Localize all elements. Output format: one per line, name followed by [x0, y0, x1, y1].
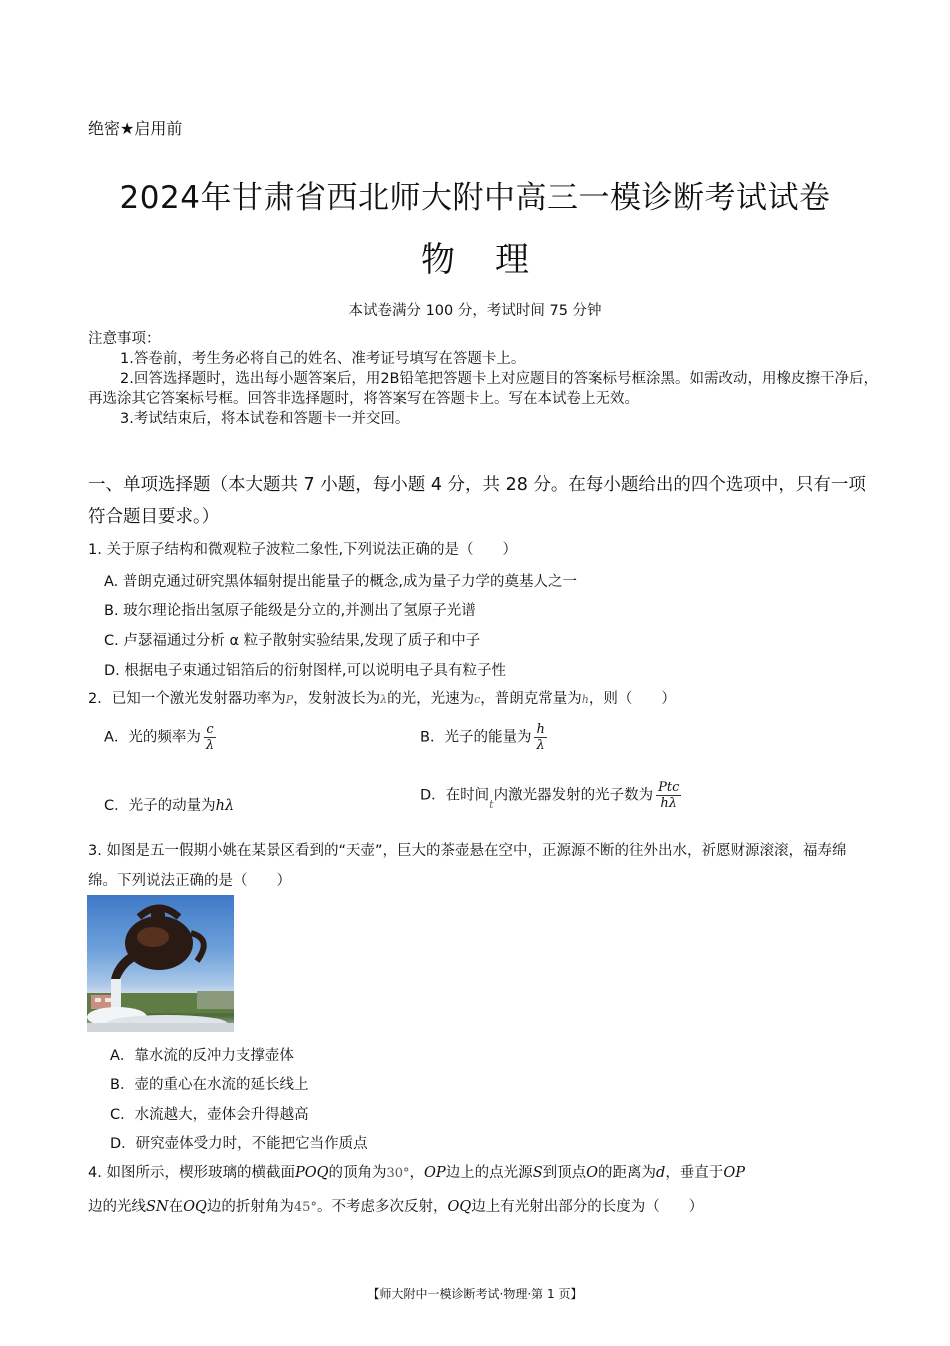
- exam-title: 2024年甘肃省西北师大附中高三一模诊断考试试卷: [119, 180, 831, 216]
- q2-option-a-fraction: [204, 722, 216, 753]
- q4-var-s: S: [532, 1165, 543, 1181]
- q3-option-b: B．壶的重心在水流的延长线上: [110, 1077, 309, 1093]
- q4-text: ，垂直于: [665, 1165, 724, 1181]
- q4-text: 边的折射角为: [206, 1199, 294, 1215]
- q4-text: 到顶点: [542, 1165, 587, 1181]
- q2-stem-part: ，普朗克常量为: [480, 691, 582, 707]
- q4-text: ，: [409, 1165, 425, 1181]
- q2-option-b: [420, 722, 547, 753]
- q4-text: 4. 如图所示，楔形玻璃的横截面: [88, 1165, 295, 1181]
- fraction-numerator: c: [204, 722, 216, 738]
- fraction-denominator: λ: [205, 738, 215, 753]
- q4-var-sn: SN: [146, 1199, 169, 1215]
- q4-var-op: OP: [424, 1165, 446, 1181]
- q3-option-a: A．靠水流的反冲力支撑壶体: [110, 1048, 294, 1064]
- q4-line-1: [88, 1163, 745, 1184]
- note-1: 1.答卷前，考生务必将自己的姓名、准考证号填写在答题卡上。: [120, 351, 526, 367]
- q4-text: 边上有光射出部分的长度为（ ）: [471, 1199, 704, 1215]
- q2-option-d: [420, 780, 681, 811]
- q2-stem-part: 的光，光速为: [387, 691, 475, 707]
- q4-line-2: [88, 1197, 703, 1218]
- q2-option-d-text: 内激光器发射的光子数为: [493, 787, 654, 804]
- fraction-numerator: Ptc: [658, 780, 680, 795]
- fraction-denominator: hλ: [660, 796, 678, 811]
- q2-option-c-expr: hλ: [215, 798, 235, 814]
- notes-block: [88, 329, 878, 429]
- q4-text: 边上的点光源: [445, 1165, 533, 1181]
- q2-option-b-fraction: [534, 722, 546, 753]
- q4-var-d: d: [656, 1165, 666, 1181]
- q2-stem-part: ，则（ ）: [588, 691, 676, 707]
- q4-text: 边的光线: [88, 1199, 146, 1215]
- subject-title: 物理: [421, 240, 569, 280]
- q4-text: 。不考虑多次反射，: [316, 1199, 448, 1215]
- note-2: 2.回答选择题时，选出每小题答案后，用2B铅笔把答题卡上对应题目的答案标号框涂黑。如需改动，用橡皮擦干净后，再选涂其它答案标号框。回答非选择题时，将答案写在答题卡上。写在本试卷上无效。: [88, 371, 879, 407]
- q4-var-oq: OQ: [183, 1199, 207, 1215]
- q3-option-c: C．水流越大，壶体会升得越高: [110, 1107, 309, 1123]
- notes-label: 注意事项：: [88, 331, 161, 347]
- q1-stem: 1. 关于原子结构和微观粒子波粒二象性,下列说法正确的是（ ）: [88, 542, 518, 558]
- q2-option-d-text: D．在时间: [420, 787, 490, 804]
- q2-option-d-fraction: [656, 780, 681, 811]
- q4-text: 在: [168, 1199, 184, 1215]
- q4-angle-45: 45°: [293, 1200, 317, 1215]
- note-3: 3.考试结束后，将本试卷和答题卡一并交回。: [120, 411, 410, 427]
- q4-text: 的距离为: [598, 1165, 657, 1181]
- q1-option-d: D. 根据电子束通过铝箔后的衍射图样,可以说明电子具有粒子性: [104, 663, 506, 679]
- q3-stem: 3. 如图是五一假期小姚在某景区看到的“天壶”，巨大的茶壶悬在空中，正源源不断的往外出水，祈愿财源滚滚，福寿绵绵。下列说法正确的是（ ）: [88, 843, 847, 889]
- teapot-illustration: [87, 895, 234, 1032]
- q2-stem: [88, 689, 676, 710]
- exam-meta: 本试卷满分 100 分，考试时间 75 分钟: [348, 303, 602, 319]
- q1-option-c: C. 卢瑟福通过分析 α 粒子散射实验结果,发现了质子和中子: [104, 633, 481, 649]
- q4-angle-30: 30°: [386, 1166, 410, 1181]
- q2-var-h: h: [581, 693, 589, 706]
- q2-stem-part: ，发射波长为: [293, 691, 381, 707]
- q2-var-p: P: [285, 693, 294, 706]
- q4-text: 的顶角为: [328, 1165, 387, 1181]
- q1-option-b: B. 玻尔理论指出氢原子能级是分立的,并测出了氢原子光谱: [104, 603, 476, 619]
- q2-stem-part: 2．已知一个激光发射器功率为: [88, 691, 286, 707]
- fraction-denominator: λ: [536, 738, 545, 753]
- q4-var-oq: OQ: [447, 1199, 472, 1215]
- page-footer: 【师大附中一模诊断考试·物理·第 1 页】: [367, 1287, 583, 1301]
- q2-option-a-text: A．光的频率为: [104, 729, 201, 746]
- q2-var-lambda: λ: [380, 693, 388, 706]
- q4-var-op: OP: [723, 1165, 745, 1181]
- q2-option-b-text: B．光子的能量为: [420, 729, 532, 746]
- q1-option-a: A. 普朗克通过研究黑体辐射提出能量子的概念,成为量子力学的奠基人之一: [104, 574, 577, 590]
- q2-var-c: c: [474, 693, 481, 706]
- q2-option-a: [104, 722, 216, 753]
- q2-var-t: t: [489, 797, 494, 811]
- teapot-photo: [87, 895, 234, 1032]
- section-heading: 一、单项选择题（本大题共 7 小题，每小题 4 分，共 28 分。在每小题给出的四个选项中，只有一项符合题目要求。）: [88, 475, 866, 527]
- q3-option-d: D．研究壶体受力时，不能把它当作质点: [110, 1136, 368, 1152]
- q2-option-c: [104, 794, 234, 815]
- confidential-label: 绝密★启用前: [88, 119, 183, 138]
- fraction-numerator: h: [536, 722, 545, 737]
- q4-var-o: O: [586, 1165, 599, 1181]
- q4-var-poq: POQ: [294, 1165, 329, 1181]
- q2-option-c-text: C．光子的动量为: [104, 798, 216, 814]
